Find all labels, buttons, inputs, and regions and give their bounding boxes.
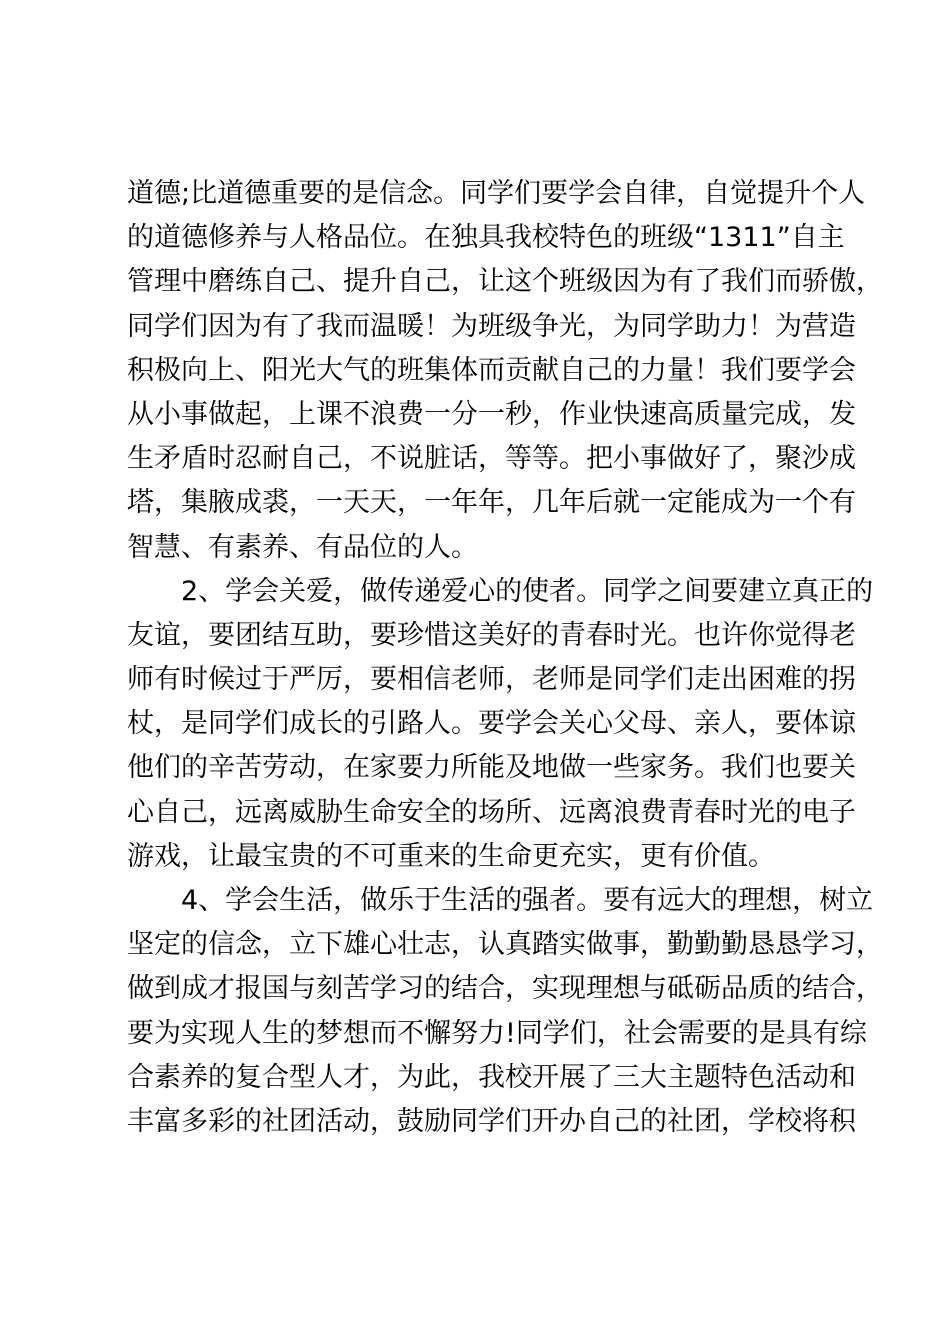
text-line: 游戏，让最宝贵的不可重来的生命更充实，更有价值。: [127, 840, 775, 872]
paragraph-start-line: 2、学会关爱，做传递爱心的使者。同学之间要建立真正的: [181, 575, 874, 607]
paragraph-start-line: 4、学会生活，做乐于生活的强者。要有远大的理想，树立: [181, 885, 874, 916]
text-line: 坚定的信念，立下雄心壮志，认真踏实做事，勤勤勤恳恳学习，: [127, 929, 883, 961]
text-line: 的道德修养与人格品位。在独具我校特色的班级“1311”自主: [127, 222, 845, 254]
text-line: 师有时候过于严厉，要相信老师，老师是同学们走出困难的拐: [127, 664, 856, 696]
text-line: 合素养的复合型人才，为此，我校开展了三大主题特色活动和: [127, 1061, 856, 1093]
text-line: 塔，集腋成裘，一天天，一年年，几年后就一定能成为一个有: [127, 487, 856, 519]
text-line: 丰富多彩的社团活动，鼓励同学们开办自己的社团，学校将积: [127, 1105, 856, 1137]
text-line: 智慧、有素养、有品位的人。: [127, 531, 478, 563]
text-line: 管理中磨练自己、提升自己，让这个班级因为有了我们而骄傲，: [127, 266, 883, 298]
text-line: 积极向上、阳光大气的班集体而贡献自己的力量！我们要学会: [127, 354, 856, 386]
text-line: 同学们因为有了我而温暖！为班级争光，为同学助力！为营造: [127, 310, 856, 342]
text-line: 从小事做起，上课不浪费一分一秒，作业快速高质量完成，发: [127, 398, 856, 430]
text-line: 做到成才报国与刻苦学习的结合，实现理想与砥砺品质的结合，: [127, 973, 883, 1005]
text-line: 他们的辛苦劳动，在家要力所能及地做一些家务。我们也要关: [127, 752, 856, 784]
text-line: 友谊，要团结互助，要珍惜这美好的青春时光。也许你觉得老: [127, 619, 856, 651]
text-line: 生矛盾时忍耐自己，不说脏话，等等。把小事做好了，聚沙成: [127, 443, 856, 475]
body-text: [127, 172, 883, 1144]
text-line: 道德;比道德重要的是信念。同学们要学会自律，自觉提升个人: [127, 178, 866, 209]
text-line: 心自己，远离威胁生命安全的场所、远离浪费青春时光的电子: [127, 796, 856, 828]
text-line: 要为实现人生的梦想而不懈努力!同学们，社会需要的是具有综: [127, 1017, 867, 1049]
text-line: 杖，是同学们成长的引路人。要学会关心父母、亲人，要体谅: [127, 708, 856, 740]
